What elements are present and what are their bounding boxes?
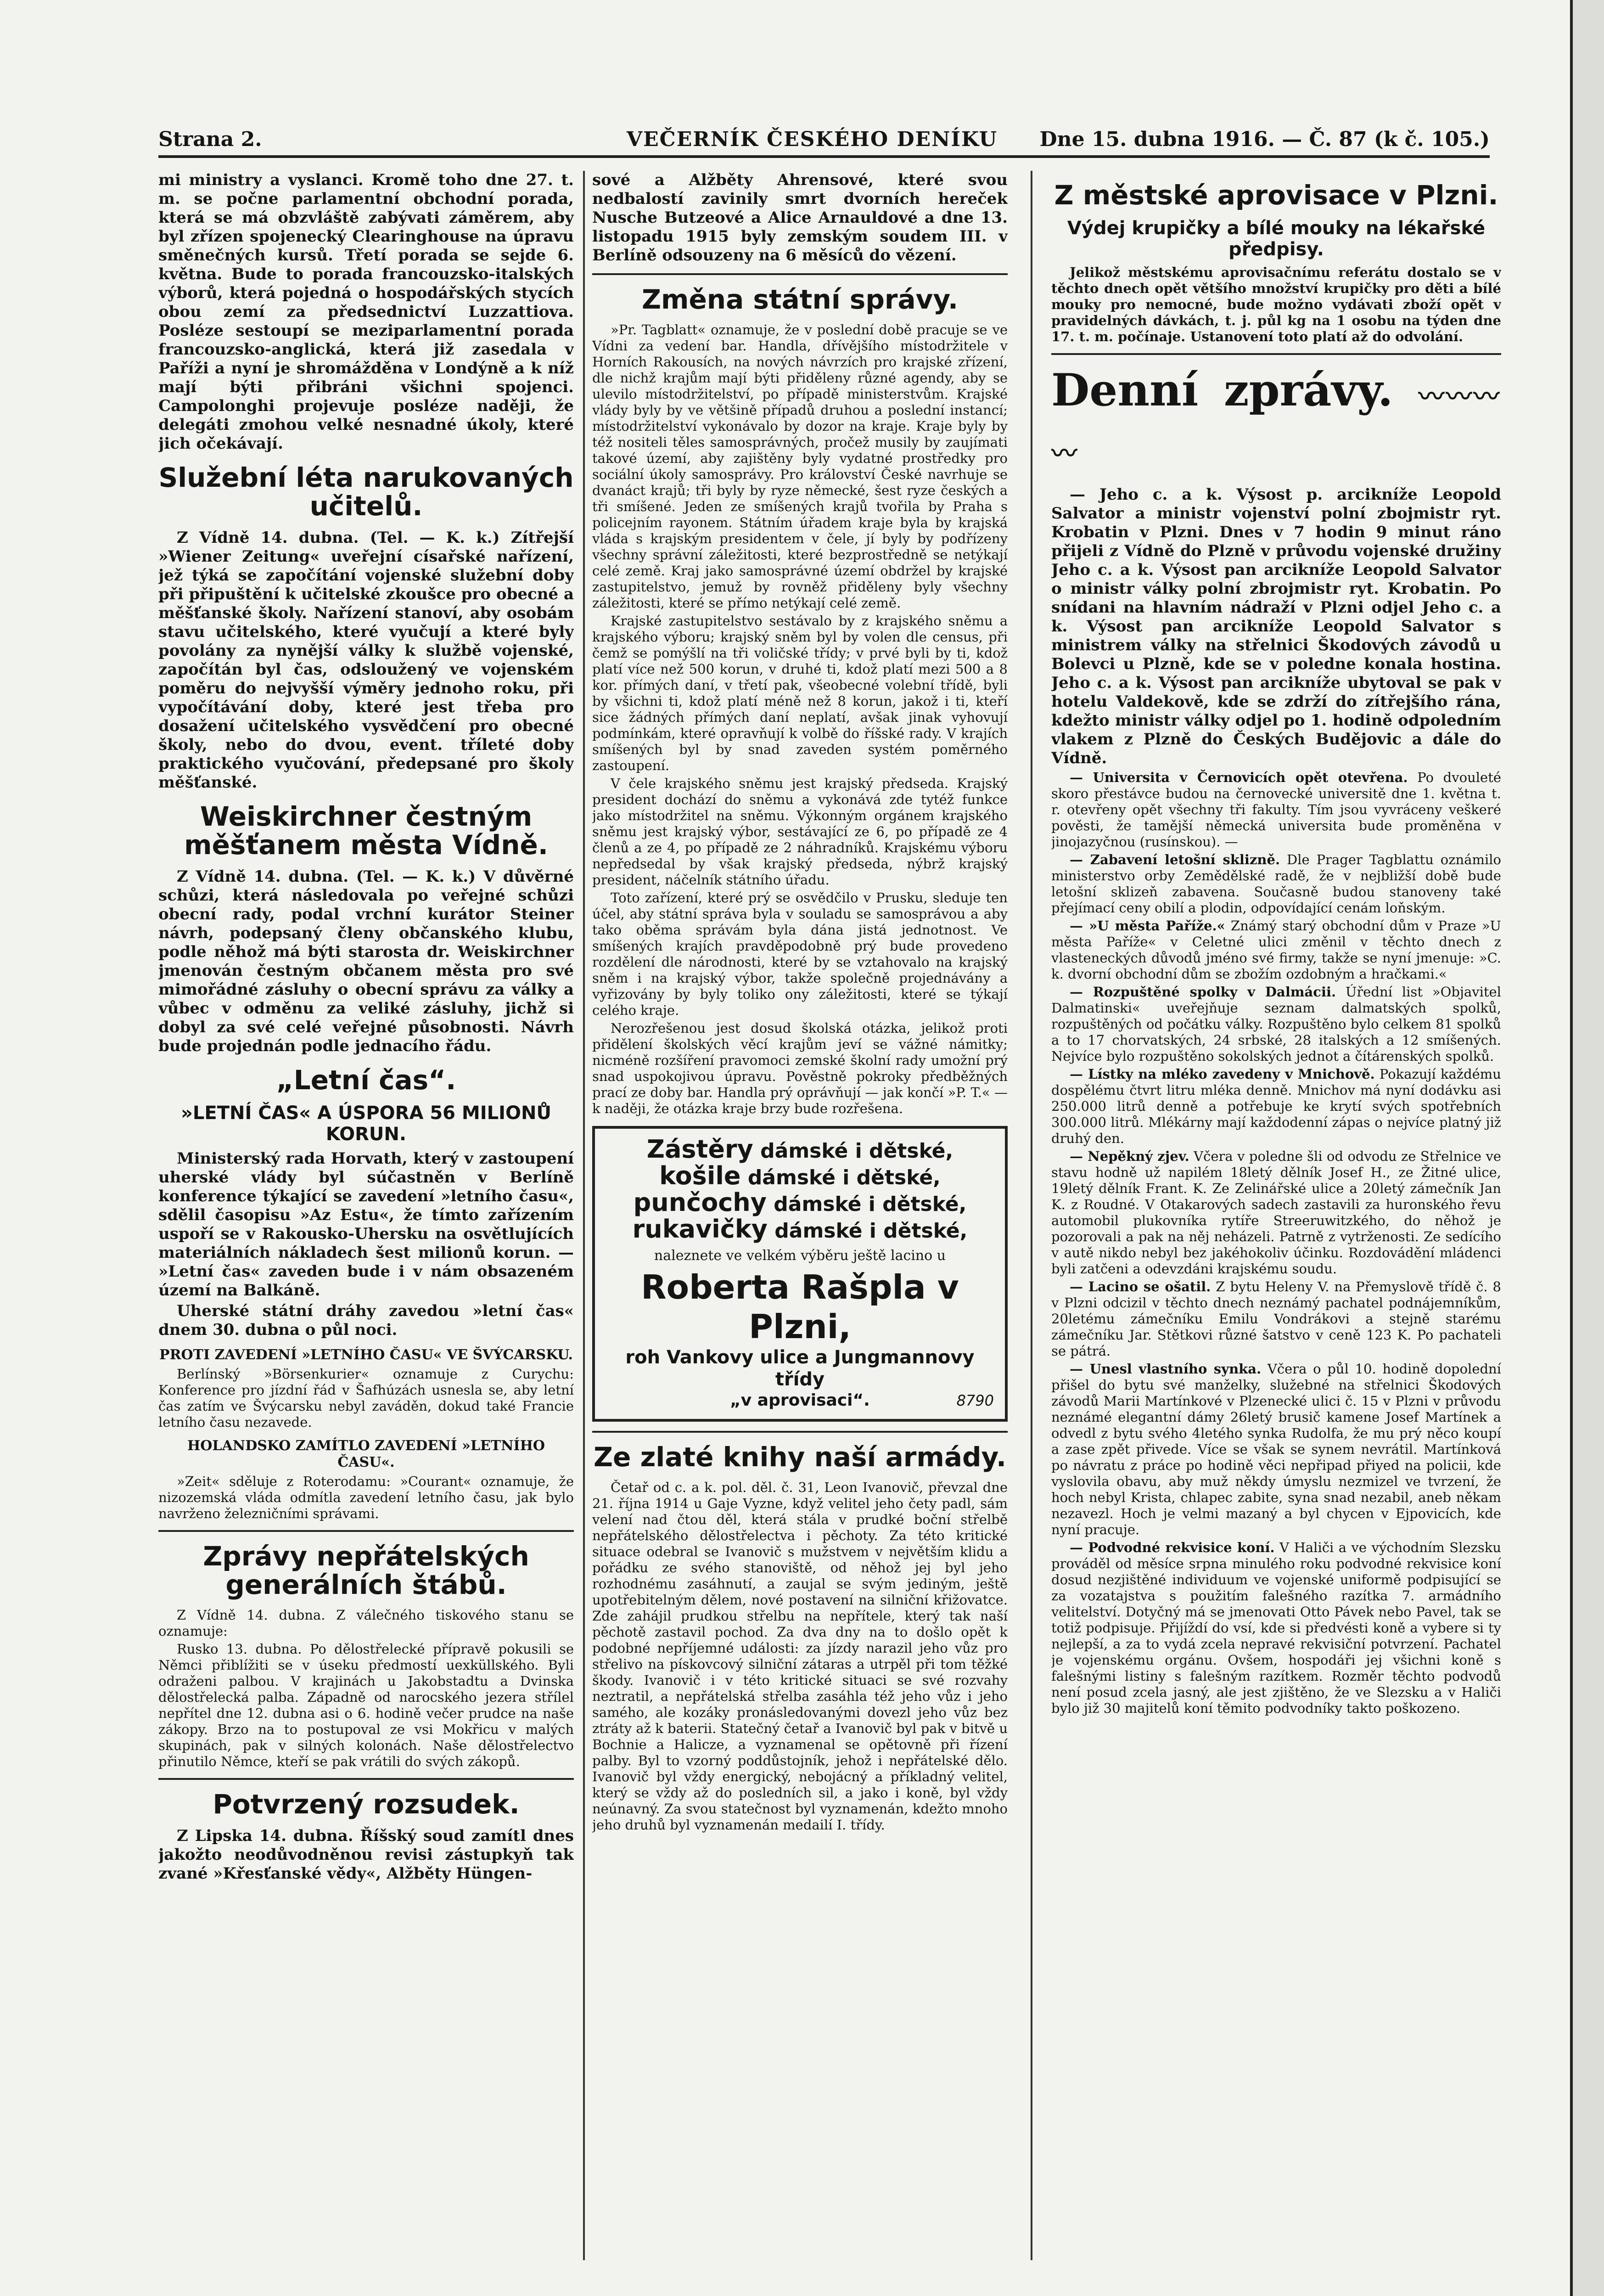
news-item: — Lístky na mléko zavedeny v Mnichově. Pokazují každému dospělému čtvrt litru mléka denně. Mnichov má nyní dodávku asi 250.000 litrů denně a potřebuje ke krytí svých spotřebních 300.000 litrů. Mlékárny mají každodenní zápas o nejvíce platný již druhý den. <box>1051 1066 1501 1146</box>
page-header <box>158 123 1490 158</box>
column-1 <box>158 171 574 2260</box>
article-text: Z Vídně 14. dubna. Z válečného tiskového stanu se oznamuje: <box>158 1607 574 1639</box>
article-text: Berlínský »Börsenkurier« oznamuje z Curychu: Konference pro jízdní řád v Šafhúzách usnesla se, aby letní čas zatím ve Švýcarsku nebyl zaváděn, dokud také Francie letního času nezavede. <box>158 1366 574 1430</box>
article-text: Nerozřešenou jest dosud školská otázka, jelikož proti přidělení školských věcí krajům jeví se vážné námitky; nicméně rozšíření pravomoci zemské školní rady umožní prý snad uspokojivou úpravu. Pověstně pokroky předběžných prací ze doby bar. Handla prý oprávňují — jak končí »P. T.« — k naději, že otázka kraje brzy bude rozřešena. <box>592 1020 1008 1116</box>
ad-line: košile dámské i dětské, <box>659 1161 941 1190</box>
ad-line: Zástěry dámské i dětské, <box>646 1135 953 1164</box>
article-headline: Potvrzený rozsudek. <box>213 1789 520 1820</box>
ad-line: punčochy dámské i dětské, <box>633 1188 967 1217</box>
section-divider <box>592 273 1008 275</box>
ad-shop-name: Roberta Rašpla v Plzni, <box>641 1268 959 1346</box>
article-text: mi ministry a vyslanci. Kromě toho dne 27. t. m. se počne parlamentní obchodní porada, která se má obzvláště zabývati záměrem, aby byl zřízen spojenecký Clearinghouse na úpravu směnečných kursů. Třetí porada se sejde 6. května. Bude to porada francouzsko-italských výborů, která pojedná o hospodářských stycích obou zemí za předsednictví Luzzattiova. Posléze sestoupí se meziparlamentní porada francouzsko-anglická, která již zasedala v Paříži a nyní je shromážděna v Londýně a k níž mají býti přibráni všichni spojenci. Campolonghi projevuje posléze naději, že delegáti zmohou velké nesnadné úkoly, které jich očekávají. <box>158 171 574 453</box>
article-headline: Weiskirchner čestným měšťanem města Vídně. <box>184 801 548 861</box>
ad-line: rukavičky dámské i dětské, <box>632 1215 968 1244</box>
article-headline: Služební léta narukovaných učitelů. <box>158 462 574 522</box>
section-divider <box>158 1778 574 1780</box>
adjacent-page-edge <box>1570 0 1604 2296</box>
news-item: — »U města Paříže.« Známý starý obchodní dům v Praze »U města Paříže« v Celetné ulici změnil v těchto dnech z vlasteneckých důvodů jméno své firmy, takže se nyní jmenuje: »C. k. dvorní obchodní dům se zbožím ozdobným a hračkami.« <box>1051 918 1501 982</box>
news-item: — Nepěkný zjev. Včera v poledne šli od odvodu ze Střelnice ve stavu hodně už napilém 18letý dělník Josef H., ze Žitné ulice, 19letý dělník Frant. K. Ze Zelinářské ulice a 20letý zámečník Jan K. z Roudné. V Otakarových sadech zastavili za huronského řevu automobil plukovníka rytíře Streeruwitzkého, do něhož je pozorovali a pak na něj neházeli. Patrně z vytrženosti. Ze sedícího v autě nikdo nebyl bez jakéhokoliv účinku. Rozdovádění mládenci byli zatčeni a odevzdáni krajskému soudu. <box>1051 1148 1501 1277</box>
ad-footer: „v aprovisaci“. 8790 <box>730 1391 994 1410</box>
page-number: Strana 2. <box>158 128 262 151</box>
article-subheadline: Výdej krupičky a bílé mouky na lékařské předpisy. <box>1067 218 1486 260</box>
article-text: sové a Alžběty Ahrensové, které svou nedbalostí zavinily smrt dvorních hereček Nusche Butzeové a Alice Arnauldové a dne 13. listopadu 1915 byly zemským soudem III. v Berlíně odsouzeny na 6 měsíců do vězení. <box>592 171 1008 264</box>
article-text: Toto zařízení, které prý se osvědčilo v Prusku, sleduje ten účel, aby státní správa byla v souladu se samosprávou a aby tako oběma správám byla dána jistá jednotnost. Ve smíšených krajích pravděpodobně prý bude provedeno rozdělení dle národnosti, které by se vztahovalo na krajský sněm i na krajský výbor, takže společně projednávány a vyřizovány by byly toliko ony záležitosti, které se týkají celého kraje. <box>592 890 1008 1018</box>
article-text: Ministerský rada Horvath, který v zastoupení uherské vlády byl súčastněn v Berlíně konference týkající se zavedení »letního času«, sdělil časopisu »Az Estu«, že tímto zařízením uspoří se v Rakousko-Uhersku na osvětlujících materiálních nákladech šest milionů korun. — »Letní čas« zaveden bude i v nám obsazeném území na Balkáně. <box>158 1149 574 1300</box>
section-divider <box>1051 353 1501 355</box>
section-heading: Denní zprávy. 〰〰〰〰 <box>1051 364 1501 469</box>
article-headline: Změna státní správy. <box>641 284 959 315</box>
decorative-ornament: 〰〰〰〰 <box>1051 382 1501 469</box>
article-subheadline: PROTI ZAVEDENÍ »LETNÍHO ČASU« VE ŠVÝCARSKU. <box>159 1347 573 1363</box>
article-text: Krajské zastupitelstvo sestávalo by z krajského sněmu a krajského výboru; krajský sněm byl by volen dle census, při čemž se pomýšlí na tři voličské třídy; v prvé byli by ti, kdož platí více než 500 korun, v druhé ti, kdož platí mezi 500 a 8 kor. přímých daní, v třetí pak, všeobecné volební třídě, byli by všichni ti, kdož platí méně než 8 korun, jakož i ti, kteří sice žádných přímých daní neplatí, avšak jinak vyhovují podmínkám, které opravňují k volbě do říšské rady. V krajích smíšených byl by snad zaveden systém poměrného zastoupení. <box>592 613 1008 773</box>
article-headline: Z městské aprovisace v Plzni. <box>1054 180 1498 211</box>
news-item: — Universita v Černovicích opět otevřena. Po dvouleté skoro přestávce budou na černovecké universitě dne 1. května t. r. otevřeny opět všechny tři fakulty. Tím jsou vyvráceny veškeré pověsti, že tamější německá universita bude proměněna v jinojazyčnou (rusínskou). — <box>1051 770 1501 850</box>
article-text: Uherské státní dráhy zavedou »letní čas« dnem 30. dubna o půl noci. <box>158 1302 574 1339</box>
ad-number: 8790 <box>956 1392 994 1409</box>
news-item: — Zabavení letošní sklizně. Dle Prager Tagblattu oznámilo ministerstvo orby Zemědělské radě, že v nejbližší době bude letošní sklizeň zabavena. Současně budou stanoveny také přejímací ceny obilí a plodin, odpovídající cenám loňským. <box>1051 852 1501 916</box>
article-text: Z Lipska 14. dubna. Říšský soud zamítl dnes jakožto neodůvodněnou revisi zástupkyň tak zvané »Křesťanské vědy«, Alžběty Hüngen- <box>158 1827 574 1883</box>
article-text: Z Vídně 14. dubna. (Tel. — K. k.) V důvěrné schůzi, která následovala po veřejné schůzi obecní rady, podal vrchní kurátor Steiner návrh, podepsaný členy občanského klubu, podle něhož má býti starosta dr. Weiskirchner jmenován čestným občanem města pro své mimořádné zásluhy o obecní správu za války a vůbec v odměnu za veliké zásluhy, jichž si dobyl za své celé veřejné působnosti. Návrh bude projednán podle jednacího řádu. <box>158 867 574 1055</box>
advertisement-box <box>592 1126 1008 1422</box>
article-headline: Ze zlaté knihy naší armády. <box>593 1441 1007 1473</box>
column-2 <box>592 171 1008 2260</box>
article-text: »Zeit« sděluje z Roterodamu: »Courant« oznamuje, že nizozemská vláda odmítla zavedení letního času, jak bylo navrženo železničními správami. <box>158 1474 574 1521</box>
section-divider <box>158 1530 574 1532</box>
article-text: Z Vídně 14. dubna. (Tel. — K. k.) Zítřejší »Wiener Zeitung« uveřejní císařské nařízení, jež týká se započítání vojenské služební doby při připuštění k učitelské zkoušce pro obecné a měšťanské školy. Nařízení stanoví, aby osobám stavu učitelského, které vyučují a které byly povolány za nynější války k službě vojenské, započítán byl čas, odsloužený ve vojenském poměru do nejvyšší výměry jednoho roku, při vypočítávání doby, které jest třeba pro dosažení učitelského vysvědčení pro obecné školy, nebo do dvou, event. tříleté doby praktického vyučování, předepsané pro školy měšťanské. <box>158 529 574 792</box>
news-item: — Unesl vlastního synka. Včera o půl 10. hodině dopolední přišel do bytu své manželky, služebné na střelnici Škodových závodů Marii Martínkové v Plzenecké ulici č. 15 v Plzni v průvodu neznámé elegantní dámy 26letý brusič kamene Josef Martínek a odvedl z bytu svého 4letého synka Rudolfa, že mu prý něco koupí a zase zpět přivede. Více se však se synem nevrátil. Martínková po návratu z práce po hodině věci nepřipad přiyed na policii, kde vyslovila obavu, aby muž někdy úmyslu nezmizel ve tvrzení, že hoch nebyl Krista, chlapec zabite, syna snad nezabil, aneb někam nezavezl. Hoch je velmi mazaný a byl chycen v Ejpovicích, kde nyní pracuje. <box>1051 1361 1501 1537</box>
news-item: — Jeho c. a k. Výsost p. arcikníže Leopold Salvator a ministr vojenství polní zbojmistr ryt. Krobatin v Plzni. Dnes v 7 hodin 9 minut ráno přijeli z Vídně do Plzně v průvodu vojenské družiny Jeho c. a k. Výsost pan arcikníže Leopold Salvator o ministr války polní zbrojmistr ryt. Krobatin. Po snídani na hlavním nádraží v Plzni odjel Jeho c. a k. Výsost pan arcikníže Leopold Salvator s ministrem války na střelnici Škodových závodů u Bolevci u Plzně, kde se v poledne konala hostina. Jeho c. a k. Výsost pan arcikníže ubytoval se pak v hotelu Valdekově, kde se zdrží do zítřejšího rána, kdežto ministr války odjel po 1. hodině odpoledním vlakem z Plzně do Českých Budějovic a dále do Vídně. <box>1051 485 1501 767</box>
article-subheadline: HOLANDSKO ZAMÍTLO ZAVEDENÍ »LETNÍHO ČASU«. <box>187 1438 545 1470</box>
column-rule <box>583 171 585 2260</box>
news-item: — Lacino se ošatil. Z bytu Heleny V. na Přemyslově třídě č. 8 v Plzni odcizil v těchto dnech neznámý pachatel podnájemníkům, 20letému zámečníku Emilu Vondrákovi a stejně starému zámečníku Jar. Stětkovi různé šatstvo v ceně 123 K. Po pachateli se pátrá. <box>1051 1279 1501 1359</box>
article-text: Jelikož městskému aprovisačnímu referátu dostalo se v těchto dnech opět většího množství krupičky pro děti a bílé mouky pro nemocné, bude možno vydávati zboží opět v pravidelných dávkách, t. j. půl kg na 1 osobu na týden dne 17. t. m. počínaje. Ustanovení toto platí až do odvolání. <box>1051 264 1501 344</box>
article-text: Četař od c. a k. pol. děl. č. 31, Leon Ivanovič, převzal dne 21. října 1914 u Gaje Vyzne, když velitel jeho čety padl, sám velení nad čtou děl, která stála v prudké boční střelbě nepřátelského dělostřelectva i pěchoty. Za této kritické situace odebral se Ivanovič s mužstvem v největším klidu a pořádku ze svého stanoviště, od něhož jej byl jeho rozhodnému zasáhnutí, a zaujal se svým jediným, ještě upotřebitelným dělem, nové postavení na silniční křižovatce. Zde zahájil prudkou střelbu na nepřítele, který tak naší pěchotě zastavil pochod. Za dva dny na to došlo opět k podobné nepříjemné události: za jízdy narazil jeho vůz pro střelivo na pískovcový silniční zátaras a utrpěl při tom těžké škody. Ivanovič i v této kritické situaci se své rozvahy neztratil, a nepřátelská střelba zasáhla též jeho vůz i jeho samého, ale kozáky pronásledovanými dovezl jeho vůz bez ztráty až k baterii. Statečný četař a Ivanovič byl pak v bitvě u Bochnie a Halicze, a vyznamenal se opětovně při řízení palby. Byl to vzorný poddůstojník, jehož i nepřátelské dělo. Ivanovič byl vždy energický, nebojácný a příkladný velitel, který se vždy až do posledních sil, a jako i koně, byl vždy neúnavný. Za svou statečnost byl vyznamenán, kdežto mnoho jeho druhů byl vyznamenán medailí I. třídy. <box>592 1480 1008 1833</box>
article-text: V čele krajského sněmu jest krajský předseda. Krajský president dochází do sněmu a vykonává zde tytéž funkce jako místodržitel na sněmu. Výkonným orgánem krajského sněmu jest krajský výbor, sestávající ze 6, po případě ze 4 členů a ze 4, po případě ze 2 náhradníků. Krajskému výboru nepředsedal by však krajský předseda, nýbrž krajský president, náčelník státního úřadu. <box>592 776 1008 888</box>
article-headline: „Letní čas“. <box>276 1064 456 1096</box>
column-3 <box>1051 171 1501 2260</box>
ad-text: naleznete ve velkém výběru ještě lacino u <box>654 1248 946 1264</box>
news-item: — Podvodné rekvisice koní. V Haliči a ve východním Slezsku prováděl od měsíce srpna minulého roku podvodné rekvisice koní dosud nezjištěné individuum ve vojenské uniformě podpisující se za vozatajstva s použitím falešného razítka 7. armádního velitelství. Dotyčný má se jmenovati Otto Pávek nebo Pavel, tak se totiž podpisuje. Přijíždí do vsí, kde si předvésti koně a vybere si ty nejlepší, a za to vydá zcela nepravé rekvisiční potvrzení. Pachatel je vojenskému orgánu. Ovšem, hospodáři jej všichni koně s falešnými listiny s falešným razítkem. Rozměr těchto podvodů není posud zcela jasný, ale jest zjištěno, že ve Slezsku a v Haliči bylo již 30 majitelů koní těmito podvodníky takto poškozeno. <box>1051 1540 1501 1716</box>
column-rule <box>1031 171 1032 2260</box>
issue-date: Dne 15. dubna 1916. — Č. 87 (k č. 105.) <box>1039 128 1490 151</box>
article-subheadline: »LETNÍ ČAS« A ÚSPORA 56 MILIONŮ KORUN. <box>181 1103 551 1145</box>
article-headline: Zprávy nepřátelských generálních štábů. <box>203 1541 529 1600</box>
news-item: — Rozpuštěné spolky v Dalmácii. Úřední list »Objavitel Dalmatinski« uveřejňuje seznam dalmatských spolků, rozpuštěných od počátku války. Rozpuštěno bylo celkem 81 spolků a to 17 chorvatských, 24 srbské, 28 italských a 12 smíšených. Nejvíce bylo rozpuštěno sokolských jednot a čítárenských spolků. <box>1051 984 1501 1064</box>
ad-address: roh Vankovy ulice a Jungmannovy třídy <box>625 1347 975 1390</box>
article-text: Rusko 13. dubna. Po dělostřelecké přípravě pokusili se Němci přiblížiti se v úseku předmostí uexküllského. Byli odraženi palbou. V krajinách u Jakobstadtu a Dvinska dělostřelecká palba. Západně od narocského jezera střílel nepřítel dne 12. dubna asi o 6. hodině večer prudce na naše zákopy. Brzo na to postupoval ze vsi Mokřicu v malých skupinách, pak v silných kolonách. Naše dělostřelectvo přinutilo Němce, kteří se pak vrátili do svých zákopů. <box>158 1641 574 1769</box>
masthead-title: VEČERNÍK ČESKÉHO DENÍKU <box>627 128 998 151</box>
section-divider <box>592 1431 1008 1433</box>
article-text: »Pr. Tagblatt« oznamuje, že v poslední době pracuje se ve Vídni za vedení bar. Handla, dřívějšího místodržitele v Horních Rakousích, na nových návrzích pro krajské zřízení, dle nichž krajům mají býti přiděleny různé agendy, aby se ulevilo místodržitelství, po případě ministerstvům. Krajské vlády byly by ve většině případů druhou a poslední instancí; místodržitelství vykonávalo by dozor na kraje. Kraje byly by též nositeli těles samosprávných, pročež musily by zaujímati takové území, aby zajištěny byly vydatné prostředky pro sociální úkoly samosprávy. Pro království České navrhuje se dvanáct krajů; tři byly by ryze německé, šest ryze českých a tři smíšené. Jeden ze smíšených krajů tvořila by Praha s policejním rayonem. Státním úřadem kraje byla by krajská vláda s krajským presidentem v čele, jí byly by podřízeny všechny správní záležitosti, které bezprostředně se netýkají celé země. Kraj jako samosprávné území obdržel by krajské zastupitelstvo, jemuž by rovněž přiděleny byly všechny záležitosti, které se přímo netýkají celé země. <box>592 322 1008 611</box>
